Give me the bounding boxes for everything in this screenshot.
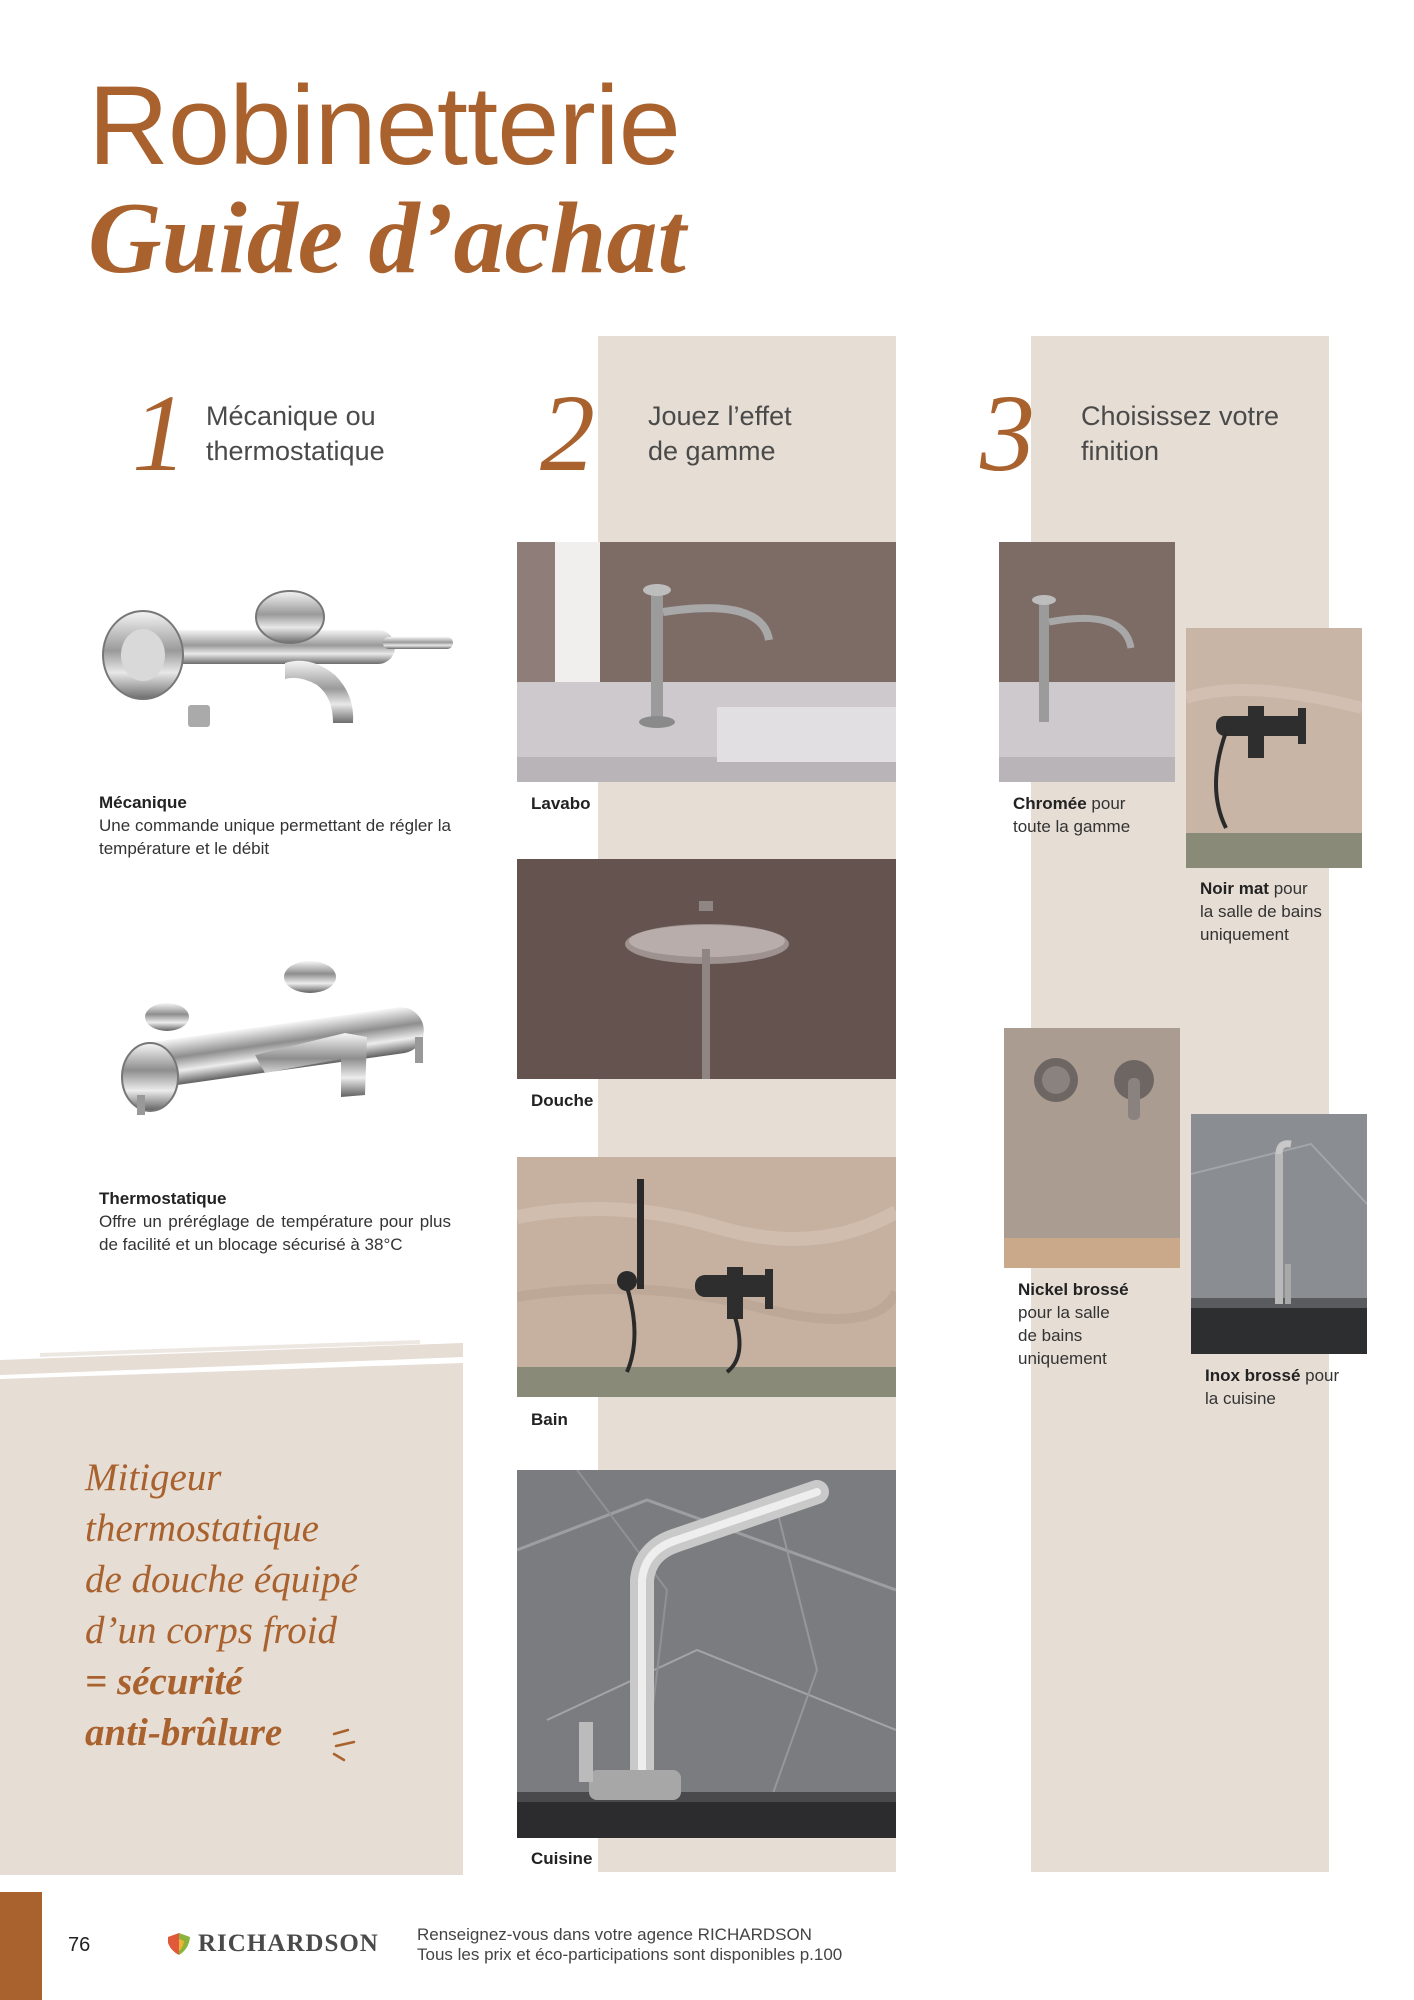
matte-black-rest1: pour [1268, 879, 1308, 898]
brushed-stainless-bold: Inox brossé [1205, 1366, 1301, 1385]
brushed-nickel-rest3: uniquement [1018, 1349, 1107, 1368]
matte-black-rest3: uniquement [1200, 925, 1289, 944]
page-number: 76 [68, 1934, 91, 1956]
promo-line2: thermostatique [85, 1507, 319, 1550]
step-3-line1: Choisissez votre [1081, 401, 1280, 431]
step-1-number: 1 [132, 372, 187, 494]
brushed-stainless-rest2: la cuisine [1205, 1389, 1276, 1408]
brushed-nickel-finish-photo [1004, 1028, 1180, 1268]
shower-label-text: Douche [531, 1091, 594, 1110]
washbasin-label-text: Lavabo [531, 794, 591, 813]
brushed-stainless-caption [1205, 1364, 1339, 1410]
mechanical-text: Une commande unique permettant de régler la température et le débit [99, 816, 451, 858]
page-subtitle: Guide d’achat [88, 182, 686, 295]
bath-label-text: Bain [531, 1410, 568, 1429]
chrome-caption [1013, 792, 1130, 838]
sparkle-icon [330, 1728, 360, 1764]
brushed-stainless-finish-photo [1191, 1114, 1367, 1354]
chrome-bold: Chromée [1013, 794, 1087, 813]
shower-photo [517, 859, 896, 1079]
chrome-rest2: toute la gamme [1013, 817, 1131, 836]
mechanical-caption [99, 791, 451, 860]
footer-info-line2: Tous les prix et éco-participations sont disponibles p.100 [417, 1945, 843, 1964]
richardson-logo-icon [166, 1931, 192, 1957]
kitchen-label-text: Cuisine [531, 1849, 593, 1868]
chrome-rest1: pour [1086, 794, 1126, 813]
matte-black-caption [1200, 877, 1322, 946]
shower-label [531, 1089, 593, 1112]
promo-line6: anti-brûlure [85, 1711, 283, 1754]
footer-info [417, 1925, 842, 1965]
step-3-line2: finition [1081, 436, 1160, 466]
step-2-number: 2 [540, 372, 595, 494]
step-1-label [206, 399, 385, 469]
brand-logo [166, 1930, 379, 1958]
matte-black-rest2: la salle de bains [1200, 902, 1322, 921]
step-2-line2: de gamme [648, 436, 776, 466]
thermostatic-caption [99, 1187, 451, 1256]
brushed-stainless-rest1: pour [1300, 1366, 1340, 1385]
promo-line4: d’un corps froid [85, 1609, 338, 1652]
kitchen-photo [517, 1470, 896, 1838]
thermostatic-mixer-image [115, 955, 445, 1115]
brushed-nickel-caption [1018, 1278, 1129, 1370]
mechanical-mixer-image [95, 575, 465, 735]
bath-photo [517, 1157, 896, 1397]
kitchen-label [531, 1847, 592, 1870]
brushed-nickel-bold: Nickel brossé [1018, 1280, 1129, 1299]
promo-line1: Mitigeur [85, 1456, 222, 1499]
page-title: Robinetterie [88, 63, 680, 188]
mechanical-title: Mécanique [99, 793, 187, 812]
bath-label [531, 1408, 568, 1431]
thermostatic-text: Offre un préréglage de température pour plus de facilité et un blocage sécurisé à 38°C [99, 1212, 451, 1254]
footer-accent-tab [0, 1892, 42, 2000]
brand-name: RICHARDSON [198, 1930, 379, 1957]
step-3-label [1081, 399, 1279, 469]
promo-line3: de douche équipé [85, 1558, 358, 1601]
step-1-line1: Mécanique ou [206, 401, 376, 431]
matte-black-finish-photo [1186, 628, 1362, 868]
step-2-line1: Jouez l’effet [648, 401, 792, 431]
step-1-line2: thermostatique [206, 436, 385, 466]
step-3-number: 3 [980, 372, 1035, 494]
brush-stroke-decoration [0, 1335, 463, 1395]
matte-black-bold: Noir mat [1200, 879, 1269, 898]
footer-info-line1: Renseignez-vous dans votre agence RICHARDSON [417, 1925, 812, 1944]
promo-line5: = sécurité [85, 1660, 243, 1703]
promo-text [85, 1452, 358, 1758]
brushed-nickel-rest2: de bains [1018, 1326, 1083, 1345]
thermostatic-title: Thermostatique [99, 1189, 227, 1208]
brushed-nickel-rest1: pour la salle [1018, 1303, 1110, 1322]
chrome-finish-photo [999, 542, 1175, 782]
step-2-label [648, 399, 792, 469]
washbasin-photo [517, 542, 896, 782]
washbasin-label [531, 792, 591, 815]
